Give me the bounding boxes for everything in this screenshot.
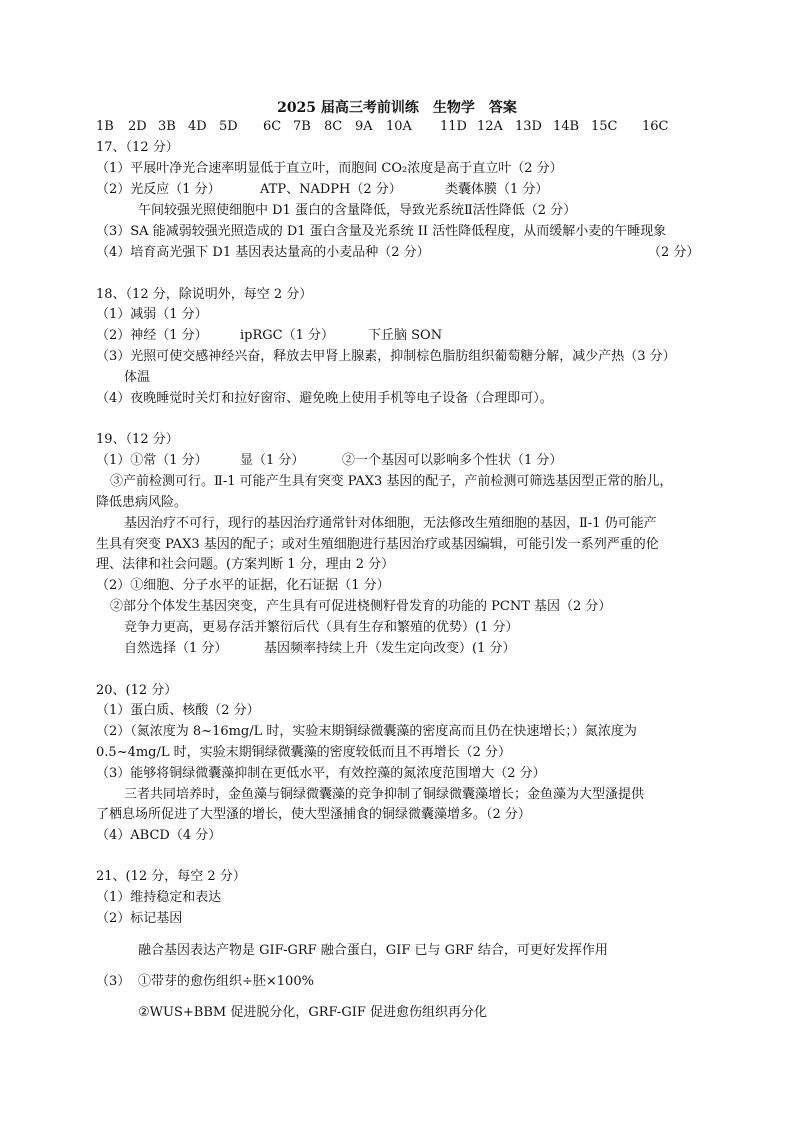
q19-answer-1a: （1）①常（1 分）: [96, 453, 208, 468]
q17-answer-2b: ATP、NADPH（2 分）: [260, 182, 402, 197]
q17-answer-3: （3）SA 能减弱较强光照造成的 D1 蛋白含量及光系统 II 活性降低程度，从而缓解小麦的午睡现象: [96, 224, 667, 239]
choice-answer: 2D: [128, 119, 147, 134]
choice-answer: 13D: [515, 119, 542, 134]
q20-answer-2: （2）（氮浓度为 8~16mg/L 时，实验末期铜绿微囊藻的密度高而且仍在快速增长；）氮浓度为: [96, 724, 637, 739]
choice-answer: 7B: [293, 119, 311, 134]
q18-answer-4: （4）夜晚睡觉时关灯和拉好窗帘、避免晚上使用手机等电子设备（合理即可）。: [96, 391, 553, 406]
q20-answer-3: 0.5~4mg/L 时，实验末期铜绿微囊藻的密度较低而且不再增长（2 分）: [96, 745, 512, 760]
choice-answer: 4D: [188, 119, 207, 134]
q19-answer-1b: 显（1 分）: [240, 453, 305, 468]
q19-header: 19、（12 分）: [96, 432, 179, 447]
q18-answer-2b: ipRGC（1 分）: [240, 328, 335, 343]
q19-answer-10a: 自然选择（1 分）: [124, 641, 228, 656]
choice-answer: 8C: [324, 119, 343, 134]
q21-answer-3: 融合基因表达产物是 GIF-GRF 融合蛋白，GIF 已与 GRF 结合，可更好发挥作用: [138, 943, 608, 958]
choice-answer: 11D: [440, 119, 467, 134]
q18-header: 18、（12 分，除说明外，每空 2 分）: [96, 287, 313, 302]
choice-answer: 1B: [96, 119, 114, 134]
q20-answer-7: （4）ABCD（4 分）: [96, 828, 222, 843]
q18-answer-1: （1）减弱（1 分）: [96, 307, 208, 322]
q17-header: 17、（12 分）: [96, 140, 179, 155]
choice-answer: 9A: [355, 119, 373, 134]
q19-answer-5: 生具有突变 PAX3 基因的配子；或对生殖细胞进行基因治疗或基因编辑，可能引发一系列严重的伦: [96, 537, 659, 552]
q21-answer-1: （1）维持稳定和表达: [96, 890, 222, 905]
q19-answer-10b: 基因频率持续上升（发生定向改变）(1 分）: [264, 641, 516, 656]
q19-answer-7: （2）①细胞、分子水平的证据，化石证据（1 分）: [96, 578, 390, 593]
q17-answer-4: （4）培育高光强下 D1 基因表达量高的小麦品种（2 分）: [96, 245, 430, 260]
choice-answer: 10A: [386, 119, 412, 134]
q17-answer-1: （1）平展叶净光合速率明显低于直立叶，而胞间 CO₂浓度是高于直立叶（2 分）: [96, 161, 563, 176]
q20-answer-5: 三者共同培养时，金鱼藻与铜绿微囊藻的竞争抑制了铜绿微囊藻增长；金鱼藻为大型溞提供: [124, 787, 645, 802]
q19-answer-3: 降低患病风险。: [96, 495, 188, 510]
q18-answer-2a: （2）神经（1 分）: [96, 328, 208, 343]
choice-answer: 16C: [642, 119, 669, 134]
choice-answer-row: [96, 118, 696, 136]
choice-answer: 3B: [158, 119, 176, 134]
q21-answer-4a: （3）: [96, 974, 131, 989]
q19-answer-1c: ②一个基因可以影响多个性状（1 分）: [342, 453, 563, 468]
q18-answer-2c: 下丘脑 SON: [368, 328, 443, 343]
q19-answer-9: 竞争力更高，更易存活并繁衍后代（具有生存和繁殖的优势）(1 分）: [124, 620, 519, 635]
choice-answer: 6C: [263, 119, 282, 134]
q20-answer-6: 了栖息场所促进了大型溞的增长，使大型溞捕食的铜绿微囊藻增多。（2 分）: [96, 807, 531, 822]
q19-answer-2: ③产前检测可行。Ⅱ-1 可能产生具有突变 PAX3 基因的配子，产前检测可筛选基因型正常的胎儿，: [110, 474, 673, 489]
q20-header: 20、(12 分）: [96, 683, 178, 698]
choice-answer: 5D: [219, 119, 238, 134]
q20-answer-4: （3）能够将铜绿微囊藻抑制在更低水平，有效控藻的氮浓度范围增大（2 分）: [96, 766, 546, 781]
q17-answer-2d: 午间较强光照使细胞中 D1 蛋白的含量降低，导致光系统Ⅱ活性降低（2 分）: [138, 203, 577, 218]
q18-answer-3: （3）光照可使交感神经兴奋，释放去甲肾上腺素，抑制棕色脂肪组织葡萄糖分解，减少产热（3 分）: [96, 349, 676, 364]
q19-answer-6: 理、法律和社会问题。(方案判断 1 分，理由 2 分）: [96, 557, 395, 572]
q17-answer-2a: （2）光反应（1 分）: [96, 182, 221, 197]
q21-answer-4b: ①带芽的愈伤组织÷胚×100%: [138, 974, 314, 989]
q21-answer-5: ②WUS+BBM 促进脱分化，GRF-GIF 促进愈伤组织再分化: [138, 1005, 487, 1020]
page-title: 2025 届高三考前训练 生物学 答案: [277, 100, 517, 116]
q18-answer-3b: 体温: [124, 370, 151, 385]
choice-answer: 12A: [477, 119, 503, 134]
q21-header: 21、(12 分，每空 2 分）: [96, 869, 246, 884]
q17-answer-2c: 类囊体膜（1 分）: [445, 182, 549, 197]
choice-answer: 15C: [591, 119, 618, 134]
choice-answer: 14B: [553, 119, 580, 134]
q19-answer-8: ②部分个体发生基因突变，产生具有可促进桡侧籽骨发育的功能的 PCNT 基因（2 分）: [110, 599, 612, 614]
q19-answer-4: 基因治疗不可行，现行的基因治疗通常针对体细胞，无法修改生殖细胞的基因，Ⅱ-1 仍可能产: [124, 516, 657, 531]
q20-answer-1: （1）蛋白质、核酸（2 分）: [96, 703, 260, 718]
q21-answer-2: （2）标记基因: [96, 911, 183, 926]
q17-answer-4-score: （2 分）: [648, 245, 700, 260]
